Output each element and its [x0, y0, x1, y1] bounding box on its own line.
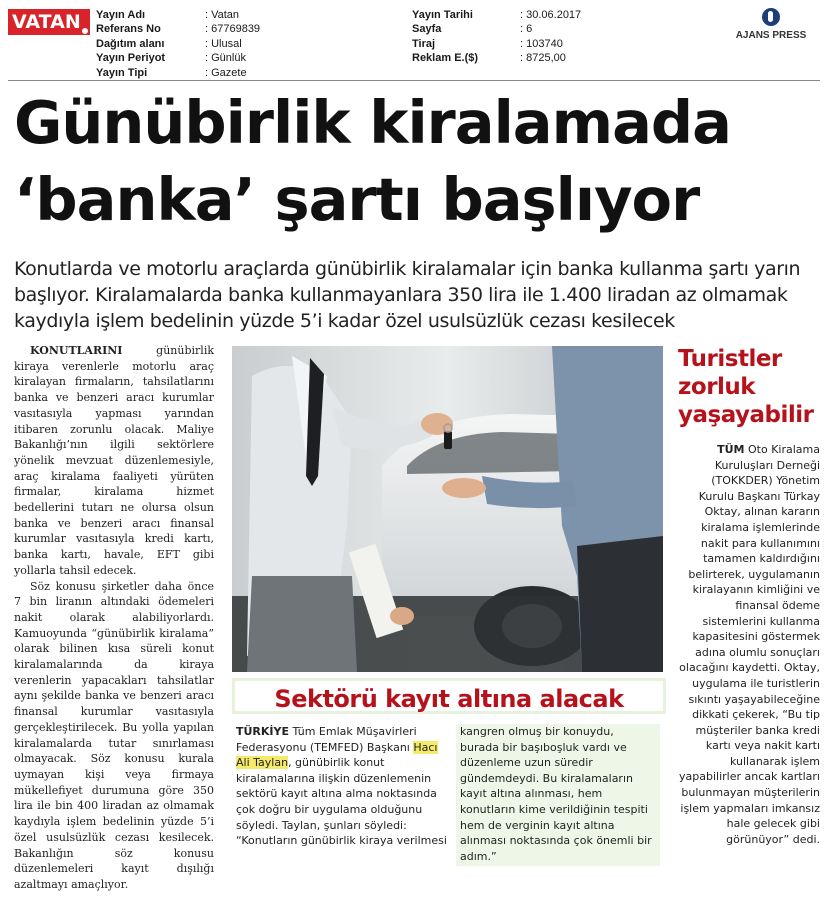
- car-key-handover-photo: [232, 346, 663, 672]
- meta-value: : Vatan: [205, 9, 240, 21]
- sidebar-text: Oto Kiralama Kuruluşları Derneği (TOKKDER) Yönetim Kurulu Başkanı Türkay Oktay, alınan kararın kiralama işlemlerinde nakit para kullanımını tamamen kaldırdığını belirterek, uygulamanın kiralayanın kimliğini ve finansal ödeme sistemlerini kullanma kapasitesini göstermek adına olumlu sonuçları olacağını kaydetti. Oktay, uygulama ile turistlerin sıkıntı yaşayabileceğine dikkati çekerek, “Bu tip müşteriler banka kredi kartı veya nakit kartı kullanarak işlem yapabilirler ancak kartları bulunmayan müşterilerin işlem yapmaları imkansız hale gelecek gibi görünüyor” dedi.: [679, 443, 820, 846]
- vatan-logo: VATAN: [8, 9, 90, 35]
- meta-value: : Gazete: [205, 66, 247, 79]
- sub-article-column-1: [236, 724, 448, 849]
- paragraph-2: Söz konusu şirketler daha önce 7 bin liranın altındaki ödemeleri nakit olarak alabiliyorlardı. Kamuoyunda “günübirlik kiralama” olarak bilinen kısa süreli konut kiralamalarında da kiraya verenlerin yapacakları tahsilatlar aynı şekilde banka ve benzeri aracı finansal kurumlar vasıtasıyla gerçekleştirilecek. Bu yolla yapılan kiralamalarda tutar sınırlaması olmayacak. Söz konusu kurala uymayan kişi veya firmaya mükellefiyet durumuna göre 350 lira ile bin 400 liradan az olmamak kaydıyla işlem bedelinin yüzde 5’i özel usulsüzlük cezası kesilecek. Bakanlığın söz konusu düzenlemeleri kayıt dışılığı azaltmayı amaçlıyor.: [14, 579, 214, 891]
- meta-value: : 8725,00: [520, 52, 566, 65]
- meta-left: [96, 8, 260, 80]
- ajans-press-logo: [726, 8, 816, 41]
- meta-value: : 103740: [520, 37, 563, 50]
- lead-word: TÜM: [717, 443, 745, 456]
- lead-word: TÜRKİYE: [236, 725, 290, 738]
- header-divider: [8, 80, 820, 81]
- sidebar-body: [678, 442, 820, 847]
- meta-value: : 6: [520, 23, 533, 36]
- highlighted-name: Hacı Ali Taylan: [236, 740, 438, 770]
- sidebar-title: Turistler zorluk yaşayabilir: [678, 346, 814, 428]
- sub-article-title: Sektörü kayıt altına alacak: [232, 678, 666, 714]
- meta-label: Yayın Tipi: [96, 66, 148, 79]
- main-article-column: [14, 343, 214, 893]
- sub-text: , günübirlik konut kiralamalarına ilişkin düzenlemenin sektörü kayıt altına alma noktasında çok doğru bir uygulama olduğunu söyledi. Taylan, şunları söyledi: “Konutların günübirlik kiraya verilmesi: [236, 756, 447, 848]
- globe-icon: [762, 8, 780, 26]
- agency-name: AJANS PRESS: [735, 30, 807, 41]
- meta-label: Yayın Adı: [96, 9, 146, 21]
- paragraph-1: [14, 343, 214, 579]
- meta-right: [412, 8, 581, 66]
- meta-label: Tiraj: [412, 37, 436, 50]
- lead-word: KONUTLARINI: [30, 344, 123, 357]
- meta-value: : Ulusal: [205, 37, 242, 50]
- deck: Konutlarda ve motorlu araçlarda günübirlik kiralamalar için banka kullanma şartı yarın başlıyor. Kiralamalarda banka kullanmayanlara 350 lira ile 1.400 liradan az olmamak kaydıyla işlem bedelinin yüzde 5’i kadar özel usulsüzlük cezası kesilecek: [14, 258, 801, 332]
- meta-label: Dağıtım alanı: [96, 37, 165, 50]
- meta-value: : Günlük: [205, 52, 246, 65]
- meta-value: : 30.06.2017: [520, 9, 582, 21]
- headline: Günübirlik kiralamada ‘banka’ şartı başlıyor: [14, 88, 731, 234]
- meta-value: : 67769839: [205, 23, 261, 36]
- meta-label: Yayın Tarihi: [412, 9, 473, 21]
- meta-label: Sayfa: [412, 23, 442, 36]
- sub-article-column-2: kangren olmuş bir konuydu, burada bir başıboşluk vardı ve düzenleme uzun süredir gündemdeydi. Bu kiralamaların kayıt altına alınması, hem konutların kime verildiğinin tespiti hem de verginin kayıt altına alınması noktasında çok önemli bir adım.”: [456, 724, 660, 866]
- paragraph-text: günübirlik kiraya verenlerle motorlu araç kiralayan firmaların, tahsilatlarını banka ve benzeri aracı kurumlar vasıtasıyla yapması yarından itibaren zorunlu olacak. Maliye Bakanlığı’nın ilgili sektörlere yönelik mevzuat düzenlemesiyle, araç kiralama faaliyeti yürüten firmalar, kiralama hizmet bedellerini tutarı ne olursa olsun banka ve benzeri aracı finansal kurumlar vasıtasıyla kredi kartı, banka kartı, havale, EFT gibi yollarla tahsil edecek.: [14, 344, 214, 577]
- meta-label: Referans No: [96, 23, 161, 36]
- sub-text: Tüm Emlak Müşavirleri Federasyonu (TEMFED) Başkanı: [236, 725, 417, 754]
- meta-label: Yayın Periyot: [96, 52, 166, 65]
- meta-label: Reklam E.($): [412, 52, 479, 65]
